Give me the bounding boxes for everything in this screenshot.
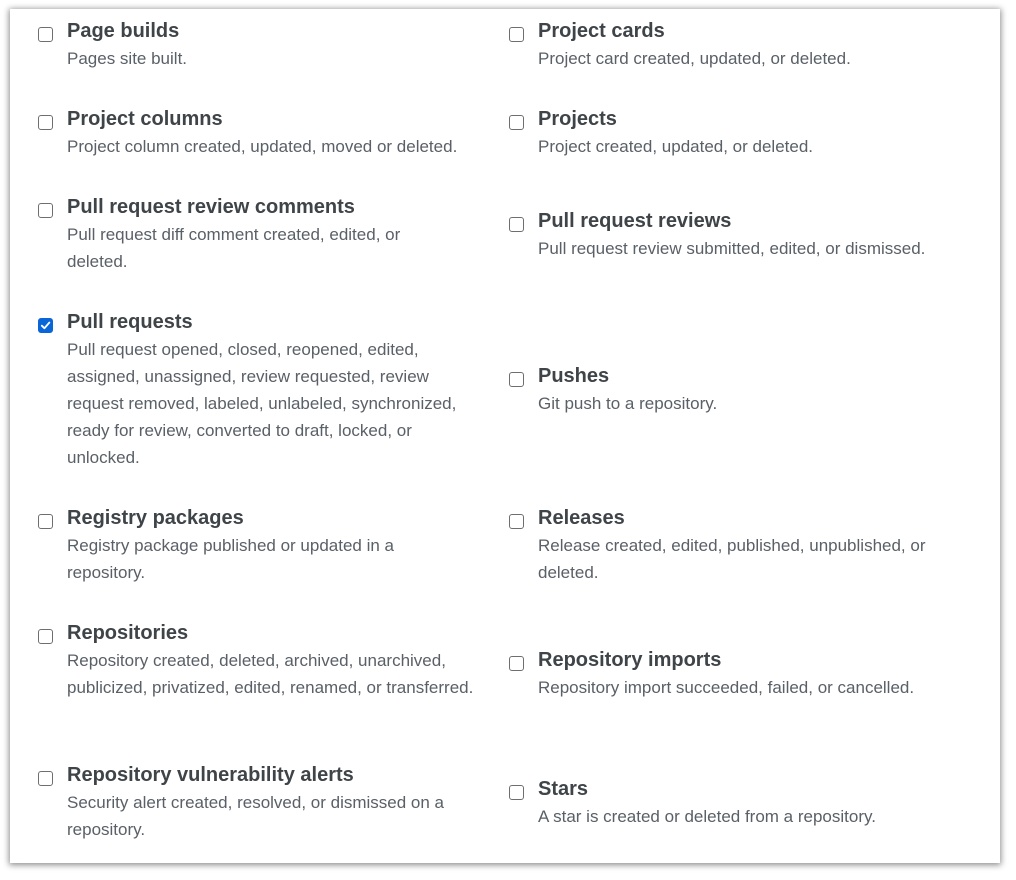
webhook-events-panel (10, 9, 1000, 863)
event-description: Pages site built. (67, 49, 188, 68)
event-description: Registry package published or updated in a repository. (67, 536, 394, 582)
event-description: Repository import succeeded, failed, or cancelled. (538, 678, 915, 697)
page-builds-checkbox[interactable] (38, 27, 53, 42)
event-title: Pushes (538, 365, 610, 387)
event-title: Project columns (67, 108, 223, 130)
event-title: Pull request reviews (538, 210, 732, 232)
event-title: Releases (538, 507, 625, 529)
checkmark-icon (40, 320, 51, 331)
event-description: Pull request review submitted, edited, or dismissed. (538, 239, 926, 258)
event-description: Security alert created, resolved, or dismissed on a repository. (67, 793, 445, 839)
event-title: Repository vulnerability alerts (67, 764, 354, 786)
repository-vulnerability-alerts-checkbox[interactable] (38, 771, 53, 786)
pushes-checkbox[interactable] (509, 372, 524, 387)
pull-requests-checkbox[interactable] (38, 318, 53, 333)
projects-checkbox[interactable] (509, 115, 524, 130)
project-cards-checkbox[interactable] (509, 27, 524, 42)
event-description: Project column created, updated, moved or deleted. (67, 137, 458, 156)
event-title: Page builds (67, 20, 180, 42)
event-title: Pull requests (67, 311, 193, 333)
event-title: Registry packages (67, 507, 244, 529)
project-columns-checkbox[interactable] (38, 115, 53, 130)
pull-request-reviews-checkbox[interactable] (509, 217, 524, 232)
event-title: Repositories (67, 622, 189, 644)
event-description: Pull request diff comment created, edited, or deleted. (67, 225, 401, 271)
event-description: Release created, edited, published, unpublished, or deleted. (538, 536, 926, 582)
registry-packages-checkbox[interactable] (38, 514, 53, 529)
stars-checkbox[interactable] (509, 785, 524, 800)
repository-imports-checkbox[interactable] (509, 656, 524, 671)
repositories-checkbox[interactable] (38, 629, 53, 644)
event-title: Pull request review comments (67, 196, 355, 218)
event-description: Project created, updated, or deleted. (538, 137, 814, 156)
event-description: Pull request opened, closed, reopened, edited, assigned, unassigned, review requested, review request removed, labeled, unlabeled, synchronized, ready for review, converted to draft, locked, or unlocked. (67, 340, 457, 467)
event-description: Repository created, deleted, archived, unarchived, publicized, privatized, edited, renamed, or transferred. (67, 651, 474, 697)
event-title: Repository imports (538, 649, 722, 671)
event-title: Project cards (538, 20, 665, 42)
event-title: Stars (538, 778, 589, 800)
event-description: Project card created, updated, or deleted. (538, 49, 851, 68)
pull-request-review-comments-checkbox[interactable] (38, 203, 53, 218)
releases-checkbox[interactable] (509, 514, 524, 529)
event-title: Projects (538, 108, 617, 130)
event-description: A star is created or deleted from a repository. (538, 807, 876, 826)
event-description: Git push to a repository. (538, 394, 718, 413)
